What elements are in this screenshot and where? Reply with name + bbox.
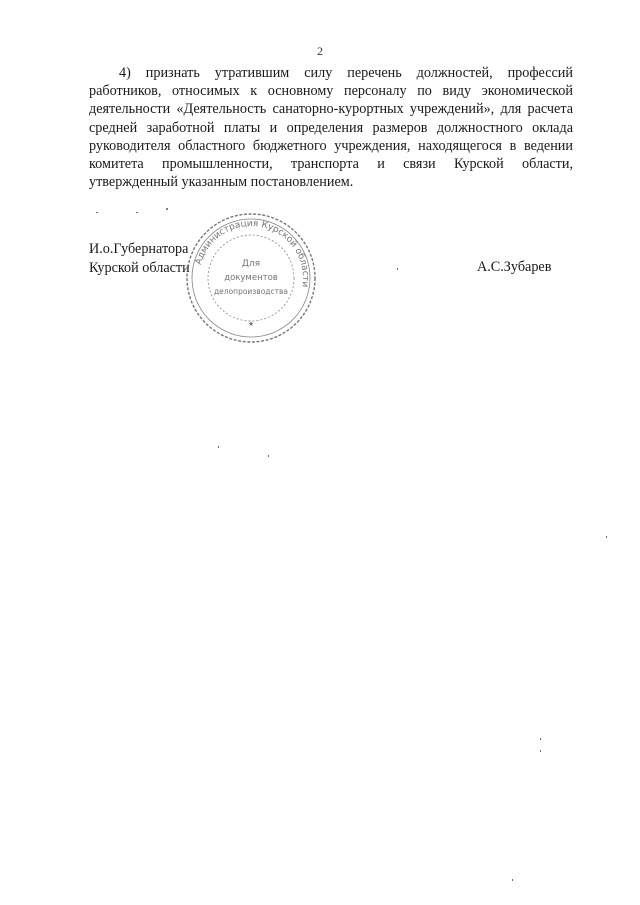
official-seal-stamp [183, 210, 319, 346]
scan-speck [512, 879, 513, 881]
scan-speck [96, 212, 98, 213]
seal-ring-text: Администрация Курской области [193, 218, 311, 288]
page-number: 2 [317, 44, 323, 58]
signatory-title [89, 240, 190, 277]
scan-speck [540, 750, 541, 752]
scan-speck [268, 455, 269, 457]
scan-speck [397, 268, 398, 270]
signatory-title-line1: И.о.Губернатора [89, 241, 189, 257]
seal-center-line2: документов [224, 273, 278, 283]
seal-star-icon: ★ [247, 320, 255, 328]
signatory-title-line2: Курской области [89, 259, 190, 276]
scan-speck [606, 536, 607, 538]
scan-speck [136, 212, 138, 213]
seal-center-line3: делопроизводства [213, 287, 289, 296]
scan-speck [540, 738, 541, 740]
scan-speck [218, 446, 219, 448]
clause-paragraph: 4) признать утратившим силу перечень должностей, профессий работников, относимых к основному персоналу по виду экономической деятельности «Деятельность санаторно-курортных учреждений», для расчета средней заработной платы и определения размеров должностного оклада руководителя областного бюджетного учреждения, находящегося в ведении комитета промышленности, транспорта и связи Курской области, утвержденный указанным постановлением. [89, 65, 573, 191]
scan-speck [166, 208, 168, 210]
signatory-name: А.С.Зубарев [477, 259, 552, 275]
seal-center-line1: Для [241, 259, 261, 269]
